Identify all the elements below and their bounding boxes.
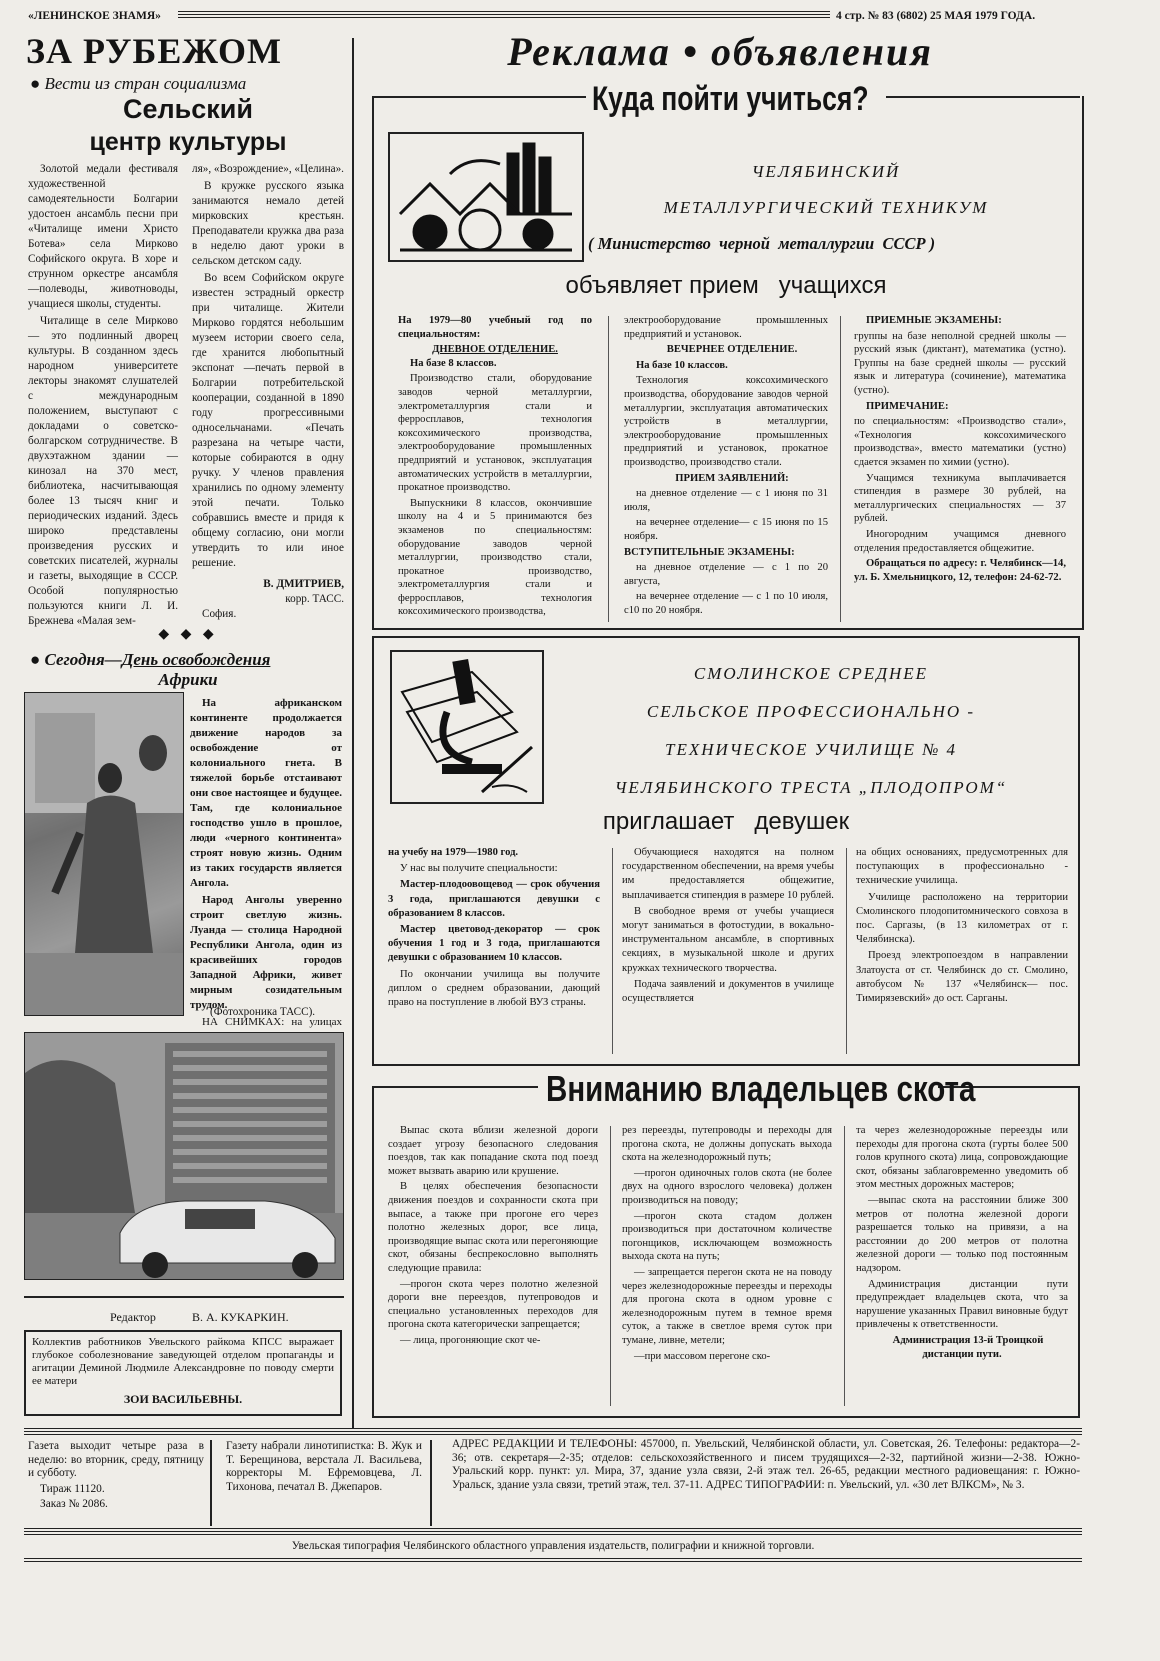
photo-street-woman — [24, 692, 184, 1016]
ad3-text: —при массовом перегоне ско- — [634, 1350, 771, 1362]
ad2-org-line3: ТЕХНИЧЕСКОЕ УЧИЛИЩЕ № 4 — [665, 740, 957, 759]
ad2-text: на общих основаниях, предусмотренных для поступающих в профессионально - технические училища. — [856, 847, 1068, 887]
footer-rule-top — [24, 1428, 1082, 1435]
ad1-subheading: На базе 8 классов. — [410, 357, 497, 369]
ad3-text: —прогон одиночных голов скота (не более двух на одного взрослого человека) должен производиться на поводу; — [622, 1167, 832, 1206]
photo-city-building — [24, 1032, 344, 1280]
ad3-text: —прогон скота стадом должен производиться при достаточном количестве погонщиков, исключающем возможность выхода скота на путь; — [622, 1210, 832, 1263]
ad1-text: по специальностям: «Производство стали», «Технология коксохимического производства», вместо математики (устно) сдается экзамен по химии (устно). — [854, 416, 1066, 468]
article-paragraph: Во всем Софийском округе известен эстрадный оркестр при читалище. Жители Мирково гордятся небольшим музеем истории своего села, где хранится любопытный экспонат —печать первой в Болгарии потребительской кооперации, созданной в 1890 году прогрессивными односельчанами. «Печать разрезана на четыре части, которые собираются в одну ручку. У членов правления хранились по одному элементу этой печати. Только собравшись вместе и придя к общему согласию, они могли утвердить то или иное решение. — [192, 272, 344, 569]
photo-woman-figure — [25, 693, 183, 1015]
ad3-col-divider — [844, 1126, 845, 1406]
africa-paragraph: Народ Анголы уверенно строит светлую жизнь. Луанда — столица Народной Республики Ангола, один из красивейших городов Западной Африки, живет мирным созидательным трудом. — [190, 894, 342, 1011]
footer-imprint: Увельская типография Челябинского областного управления издательств, полиграфии и книжной торговли. — [291, 1540, 815, 1552]
ad3-text: В целях обеспечения безопасности движения поездов и сохранности скота при выпасе, а также при прогоне его через полотно железных дорог, все лица, производящие выпас скота или перегоняющие скот, обязаны беспрекословно выполнять следующие правила: — [388, 1181, 598, 1274]
ad3-text: —выпас скота на расстоянии ближе 300 метров от полотна железной дороги разрешается только на привязи, а на расстоянии до 200 метров от полотна железной дороги — только под постоянным надзором. — [856, 1194, 1068, 1274]
headline-culture: центр культуры — [89, 128, 287, 156]
footer-rule-final — [24, 1558, 1082, 1563]
ad3-text: та через железнодорожные переезды или переходы для прогона скота (гурты более 500 голов крупного скота) лица, сопровождающие скот, обязаны заблаговременно уведомить об этом местных дорожных мастеров; — [856, 1125, 1068, 1191]
africa-paragraph: На африканском континенте продолжается движение народов за освобождение от колониального гнета. В тяжелой борьбе отстаивают они свое настоящее и будущее. Там, где колониальное господство ушло в прошлое, люди «черного континента» строят новую жизнь. Одним из таких государств является Ангола. — [190, 697, 342, 889]
rubric: ● Вести из стран социализма — [30, 74, 247, 93]
ad1-org-line2: МЕТАЛЛУРГИЧЕСКИЙ ТЕХНИКУМ — [663, 198, 989, 217]
ad1-subheading: ВЕЧЕРНЕЕ ОТДЕЛЕНИЕ. — [666, 344, 798, 356]
ad1-text: на вечернее отделение— с 15 июня по 15 ноября. — [624, 517, 828, 542]
ad1-subheading: ПРИМЕЧАНИЕ: — [866, 400, 949, 412]
ad1-col3 — [854, 314, 1066, 622]
ad1-text: на дневное отделение — с 1 июня по 31 июля, — [624, 488, 828, 513]
photo-building-scene — [25, 1033, 343, 1279]
headline-africa: Африки — [158, 670, 218, 689]
ad1-org-line1: ЧЕЛЯБИНСКИЙ — [751, 162, 901, 181]
footer-divider — [210, 1440, 212, 1526]
ad3-top-rule-left — [372, 1086, 538, 1088]
ad2-text: на учебу на 1979—1980 год. — [388, 847, 519, 858]
author-name: В. ДМИТРИЕВ, — [263, 578, 344, 590]
ad3-col1 — [388, 1124, 598, 1410]
ad2-text: По окончании училища вы получите диплом о среднем образовании, дающий право на поступление в любой ВУЗ страны. — [388, 968, 600, 1009]
ad2-col1 — [388, 846, 600, 1058]
ad3-text: —прогон скота через полотно железной дороги вне переездов, путепроводов и специально установленных переходов для прогона скота категорически запрещается; — [388, 1278, 598, 1331]
ad1-col2 — [624, 314, 828, 622]
ad2-org-line1: СМОЛИНСКОЕ СРЕДНЕЕ — [693, 664, 929, 683]
newspaper-name: «ЛЕНИНСКОЕ ЗНАМЯ» — [28, 10, 161, 22]
ad2-org-line2: СЕЛЬСКОЕ ПРОФЕССИОНАЛЬНО - — [646, 702, 976, 721]
ad3-text: рез переезды, путепроводы и переходы для прогона скота, не должны допускать выхода скота на железнодорожный путь; — [622, 1125, 832, 1164]
ad1-text: электрооборудование промышленных предприятий и установок. — [624, 315, 828, 340]
ad1-top-rule-left — [372, 96, 586, 98]
ad2-col3 — [856, 846, 1068, 1058]
section-title-abroad: ЗА РУБЕЖОМ — [26, 31, 283, 71]
ad1-text: Технология коксохимического производства, оборудование заводов черной металлургии, эксплуатация автоматических устройств в металлургии, электрооборудование промышленных предприятий и установок, прокатное производство, производство стали. — [624, 375, 828, 468]
ad3-text: Администрация дистанции пути предупреждает владельцев скота, что за нарушение указанных Правил виновные будут привлечены к ответственности. — [856, 1278, 1068, 1331]
footer-divider — [430, 1440, 432, 1526]
ad2-org-line4: ЧЕЛЯБИНСКОГО ТРЕСТА „ПЛОДОПРОМ“ — [614, 778, 1008, 797]
author-role: корр. ТАСС. — [285, 593, 344, 605]
ad1-top-rule-right — [886, 96, 1080, 98]
ad3-col2 — [622, 1124, 832, 1410]
article-col2 — [192, 162, 344, 622]
ad2-specialty: Мастер цветовод-декоратор — срок обучения 1 год и 3 года, приглашаются девушки с образованием 10 классов. — [388, 924, 600, 964]
ad2-text: Проезд электропоездом в направлении Златоуста от ст. Челябинск до ст. Смолино, автобусом № 137 «Челябинск— пос. Тимирязевский» до ост. Сарганы. — [856, 950, 1068, 1005]
article-paragraph: ля», «Возрождение», «Целина». — [192, 163, 344, 175]
rubric-text: Вести из стран социализма — [44, 74, 247, 93]
ad2-specialty: Мастер-плодоовощевод — срок обучения 3 года, приглашаются девушки с образованием 8 классов. — [388, 879, 600, 919]
headline-africa-day-text: День освобождения — [121, 650, 271, 669]
ad1-heading: Куда пойти учиться? — [592, 80, 869, 118]
separator-diamonds: ◆ ◆ ◆ — [158, 627, 218, 642]
ad3-col-divider — [610, 1126, 611, 1406]
ad1-subheading: ВСТУПИТЕЛЬНЫЕ ЭКЗАМЕНЫ: — [624, 546, 795, 558]
ad2-col-divider — [612, 848, 613, 1054]
issue-info: 4 стр. № 83 (6802) 25 МАЯ 1979 ГОДА. — [836, 10, 1036, 22]
ad2-col-divider — [846, 848, 847, 1054]
footer-address-text: АДРЕС РЕДАКЦИИ И ТЕЛЕФОНЫ: 457000, п. Увельский, Челябинской области, ул. Советская, 26. Телефоны: редактора—2-36; отв. секретаря—2-35; отделов: сельскохозяйственного и писем трудящихся—2-32, партийной жизни—2-38. Южно-Уральский корр. пункт: ул. Мира, 37, здание узла связи, 2-й этаж тел. 26-65, редакции местного радиовещания: г. Южно-Уральск, здание узла связи, третий этаж, тел. 37-11. АДРЕС ТИПОГРАФИИ: п. Увельский, ул. «30 лет ВЛКСМ», № 3. — [452, 1438, 1080, 1491]
ad2-col2 — [622, 846, 834, 1058]
ad1-text: на дневное отделение — с 1 по 20 августа, — [624, 562, 828, 587]
microscope-icon — [392, 652, 542, 802]
ad3-heading: Вниманию владельцев скота — [546, 1068, 976, 1109]
ad2-text: Обучающиеся находятся на полном государственном обеспечении, на время учебы им предоставляется общежитие, выплачивается стипендия в размере 10 рублей. — [622, 847, 834, 901]
ad3-col3 — [856, 1124, 1068, 1410]
microscope-illustration — [390, 650, 544, 804]
editor-name: В. А. КУКАРКИН. — [192, 1310, 289, 1324]
ad2-text: В свободное время от учебы учащиеся могут заниматься в фотостудии, в вокально-инструментальном ансамбле, в спортивных секциях, в музыкальной школе и других кружках технического творчества. — [622, 905, 834, 974]
ad3-text: — лица, прогоняющие скот че- — [400, 1334, 541, 1346]
photo-credit: (Фотохроника ТАСС). — [210, 1006, 316, 1018]
ad2-text: Подача заявлений и документов в училище осуществляется — [622, 978, 834, 1005]
ad1-subheading: ПРИЕМНЫЕ ЭКЗАМЕНЫ: — [866, 315, 1002, 326]
ad2-text: Училище расположено на территории Смолинского плодопитомнического совхоза в пос. Саргазы, (в 13 километрах от г. Челябинска). — [856, 891, 1068, 946]
section-title-ads: Реклама • объявления — [507, 29, 933, 74]
footer-typesetters — [226, 1440, 422, 1526]
footer-order: Заказ № 2086. — [40, 1498, 108, 1511]
headline-africa-day: ● Сегодня—День освобождения — [30, 650, 271, 669]
ad1-text: Учащимся техникума выплачивается стипендия в размере 30 рублей, на металлургических специальностях — 37 рублей. — [854, 472, 1066, 525]
condolence-box — [24, 1330, 342, 1416]
headline-village: Сельский — [123, 94, 253, 124]
ad2-announce: приглашает девушек — [602, 808, 850, 835]
masthead-rule — [178, 11, 830, 20]
ad1-col1 — [398, 314, 592, 622]
article-col1 — [28, 162, 178, 627]
ad1-col-divider — [608, 316, 609, 622]
photo-caption: НА СНИМКАХ: на улицах — [202, 1016, 342, 1028]
ad1-text: Иногородним учащимся дневного отделения предоставляется общежитие. — [854, 528, 1066, 554]
ad1-org-line3: ( Министерство черной металлургии СССР ) — [588, 234, 936, 253]
article-paragraph: В кружке русского языка занимаются немало детей мирковских крестьян. Преподаватели кружка два раза в неделю дают уроки в сельском детском саду. — [192, 180, 344, 267]
condolence-text: Коллектив работников Увельского райкома КПСС выражает глубокое соболезнование заведующей отделом пропаганды и агитации Деминой Людмиле Александровне по поводу смерти ее матери — [32, 1336, 334, 1387]
ad1-text: Выпускники 8 классов, окончившие школу на 4 и 5 принимаются без экзаменов по специальностям: оборудование заводов черной металлургии, производство стали, прокатное производство, электрометаллургия стали и ферросплавов, технология коксохимического производства, — [398, 497, 592, 618]
ad3-text: — запрещается перегон скота не на поводу через железнодорожные переезды и переходы для прогона скота в одном уровне с железнодорожным путем в темное время суток, а также в светлое время суток при тумане, ливне, метели; — [622, 1266, 832, 1346]
ad1-subheading: На базе 10 классов. — [636, 359, 728, 371]
factory-illustration — [388, 132, 584, 262]
footer-staff: Газету набрали линотипистка: В. Жук и Т. Берещинова, верстала Л. Васильева, корректоры М. Ефремовцева, Л. Тихонова, печатал В. Джепаров. — [226, 1440, 422, 1493]
article-paragraph: Читалище в селе Мирково — это подлинный дворец культуры. В созданном здесь народном университете лекторы знакомят слушателей с международным положением, выступают с докладами о советско-болгарском сотрудничестве. В двухэтажном здании — кинозал на 370 мест, библиотека, насчитывающая более 13 тысяч книг и периодических изданий. Здесь широко представлены произведения русских и советских писателей, журналы и газеты, выходящие в СССР. Особой популярностью пользуются книги Л. И. Брежнева «Малая зем- — [28, 315, 178, 627]
footer-address — [452, 1438, 1080, 1526]
footer-circulation: Тираж 11120. — [40, 1482, 105, 1495]
footer-schedule: Газета выходит четыре раза в неделю: во вторник, среду, пятницу и субботу. — [28, 1440, 204, 1480]
article-paragraph: Золотой медали фестиваля художественной самодеятельности Болгарии удостоен ансамбль песни при «Читалище имени Христо Ботева» села Мирково Софийского округа. В хоре и струнном оркестре ансамбля —полеводы, животноводы, учащиеся школы, студенты. — [28, 163, 178, 310]
dateline-city: София. — [202, 608, 237, 620]
column-divider — [352, 38, 354, 1428]
ad1-col-divider — [840, 316, 841, 622]
ad3-signature: Администрация 13-й Троицкой дистанции пути. — [892, 1334, 1044, 1360]
footer-rule-bottom — [24, 1528, 1082, 1535]
ad1-text: на вечернее отделение — с 1 по 10 июля, с10 по 20 ноября. — [624, 591, 828, 616]
ad1-text: группы на базе неполной средней школы — русский язык (диктант), математика (устно). Группы на базе средней школы — русский язык и литература (сочинение), математика (устно). — [854, 330, 1066, 396]
condolence-name: ЗОИ ВАСИЛЬЕВНЫ. — [123, 1392, 243, 1406]
ad1-address: Обращаться по адресу: г. Челябинск—14, ул. Б. Хмельницкого, 12, телефон: 24-62-72. — [854, 558, 1066, 583]
ad1-announce: объявляет прием учащихся — [565, 272, 887, 299]
ad1-text: Производство стали, оборудование заводов черной металлургии, электрометаллургия стали и ферросплавов, технология коксохимического производства, электрооборудование промышленных предприятий и установок, эксплуатация автоматических устройств в металлургии, прокатное производство. — [398, 373, 592, 494]
headline-africa-today: Сегодня— — [44, 650, 122, 669]
ad1-subheading: ДНЕВНОЕ ОТДЕЛЕНИЕ. — [432, 344, 558, 356]
ad2-text: У нас вы получите специальности: — [400, 863, 558, 875]
ad1-subheading: ПРИЕМ ЗАЯВЛЕНИЙ: — [675, 472, 789, 484]
editor-label: Редактор — [110, 1310, 156, 1324]
ad3-text: Выпас скота вблизи железной дороги создает угрозу безопасного следования поездов, так как попадание скота под поезд может вызвать аварию или крушение. — [388, 1125, 598, 1177]
footer-publication-info — [28, 1440, 204, 1526]
rule-editor — [24, 1296, 344, 1298]
ad1-text: На 1979—80 учебный год по специальностям: — [398, 315, 592, 340]
factory-icon — [390, 134, 582, 260]
